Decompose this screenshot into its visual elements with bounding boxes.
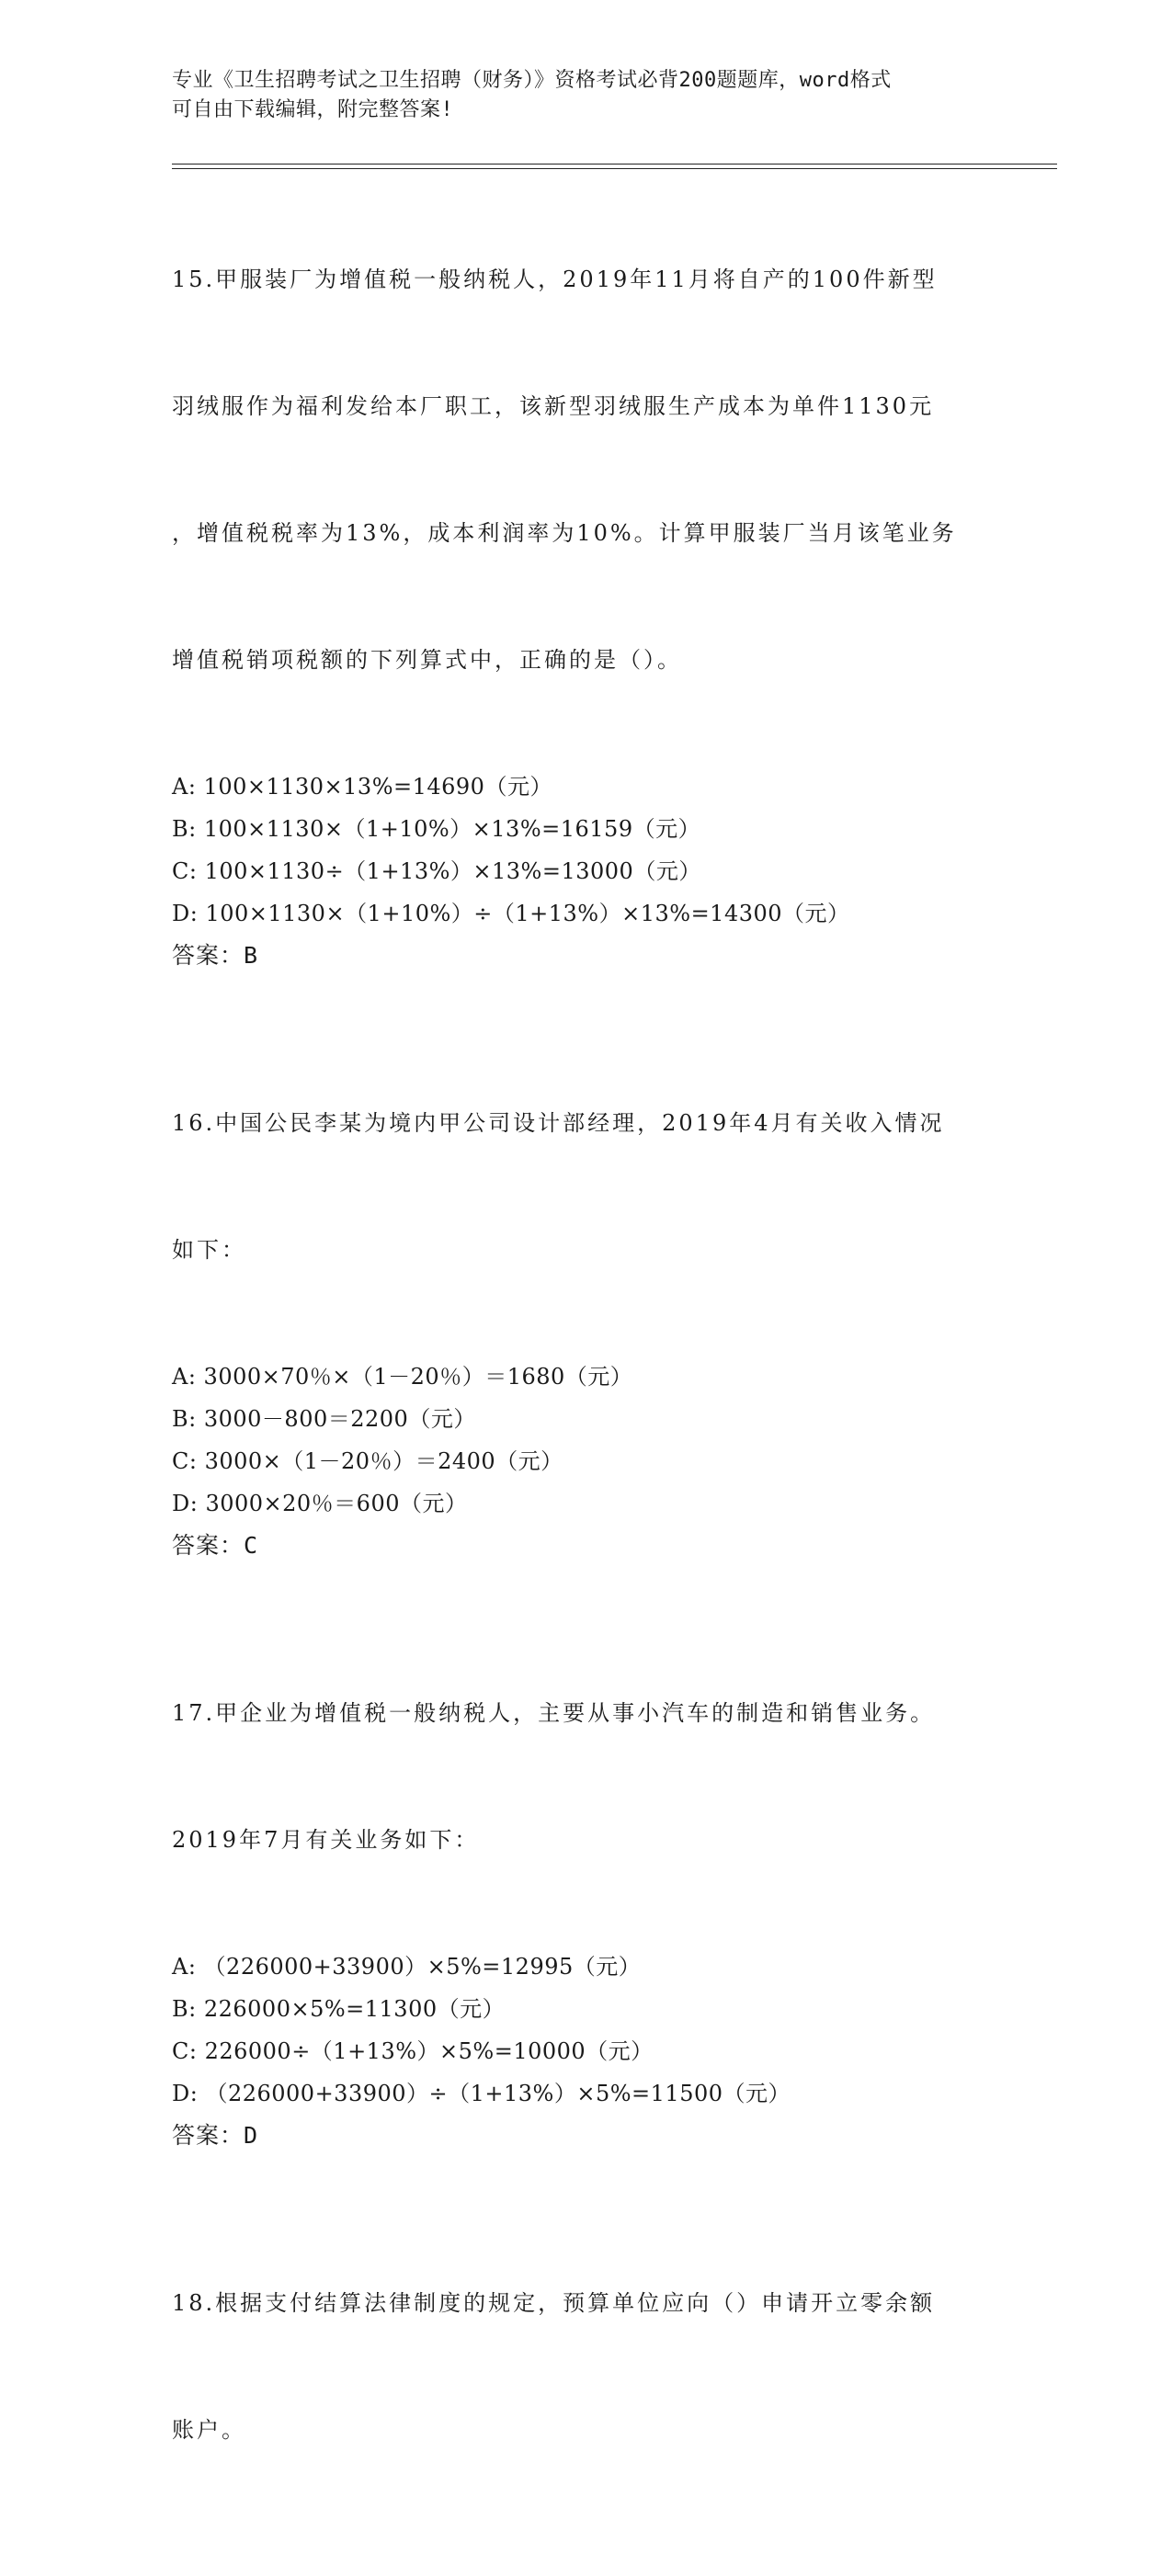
option-d: D: 100×1130×（1+10%）÷（1+13%）×13%=14300（元） bbox=[172, 901, 850, 926]
document-header bbox=[172, 66, 999, 125]
option-a: A: 100×1130×13%=14690（元） bbox=[172, 774, 552, 800]
question-17 bbox=[172, 1607, 999, 2157]
question-stem: 18.根据支付结算法律制度的规定，预算单位应向（）申请开立零余额 账户。 bbox=[172, 2290, 936, 2443]
question-18 bbox=[172, 2197, 999, 2536]
answer-line: 答案：C bbox=[172, 1532, 259, 1559]
option-c: C: 100×1130÷（1+13%）×13%=13000（元） bbox=[172, 858, 701, 884]
option-c: C: 226000÷（1+13%）×5%=10000（元） bbox=[172, 2038, 654, 2064]
question-16 bbox=[172, 1017, 999, 1567]
option-d: D: 3000×20％＝600（元） bbox=[172, 1491, 468, 1516]
header-line-2: 可自由下载编辑，附完整答案! bbox=[172, 98, 454, 121]
question-15 bbox=[172, 174, 999, 977]
question-stem: 15.甲服装厂为增值税一般纳税人，2019年11月将自产的100件新型 羽绒服作为福利发给本厂职工，该新型羽绒服生产成本为单件1130元 ，增值税税率为13%，成本利润率为10%。计算甲服装厂当月该笔业务 增值税销项税额的下列算式中，正确的是（）。 bbox=[172, 267, 957, 673]
answer-line: 答案：D bbox=[172, 2122, 259, 2149]
option-c: C: 3000×（1－20％）＝2400（元） bbox=[172, 1448, 563, 1474]
question-stem: 17.甲企业为增值税一般纳税人，主要从事小汽车的制造和销售业务。 2019年7月有关业务如下： bbox=[172, 1700, 936, 1853]
option-b: B: 3000－800＝2200（元） bbox=[172, 1406, 476, 1432]
option-d: D: （226000+33900）÷（1+13%）×5%=11500（元） bbox=[172, 2081, 791, 2106]
header-rule-top bbox=[172, 164, 1057, 165]
header-rule-bottom bbox=[172, 168, 1057, 169]
option-a: A: 3000×70％×（1－20％）＝1680（元） bbox=[172, 1364, 633, 1390]
header-line-1: 专业《卫生招聘考试之卫生招聘（财务）》资格考试必背200题题库，word格式 bbox=[172, 69, 892, 92]
option-a: A: （226000+33900）×5%=12995（元） bbox=[172, 1954, 642, 1980]
option-b: B: 100×1130×（1+10%）×13%=16159（元） bbox=[172, 816, 701, 842]
question-list bbox=[172, 174, 999, 2576]
question-stem: 16.中国公民李某为境内甲公司设计部经理，2019年4月有关收入情况 如下： bbox=[172, 1110, 945, 1263]
answer-line: 答案：B bbox=[172, 942, 259, 969]
option-b: B: 226000×5%=11300（元） bbox=[172, 1996, 506, 2022]
